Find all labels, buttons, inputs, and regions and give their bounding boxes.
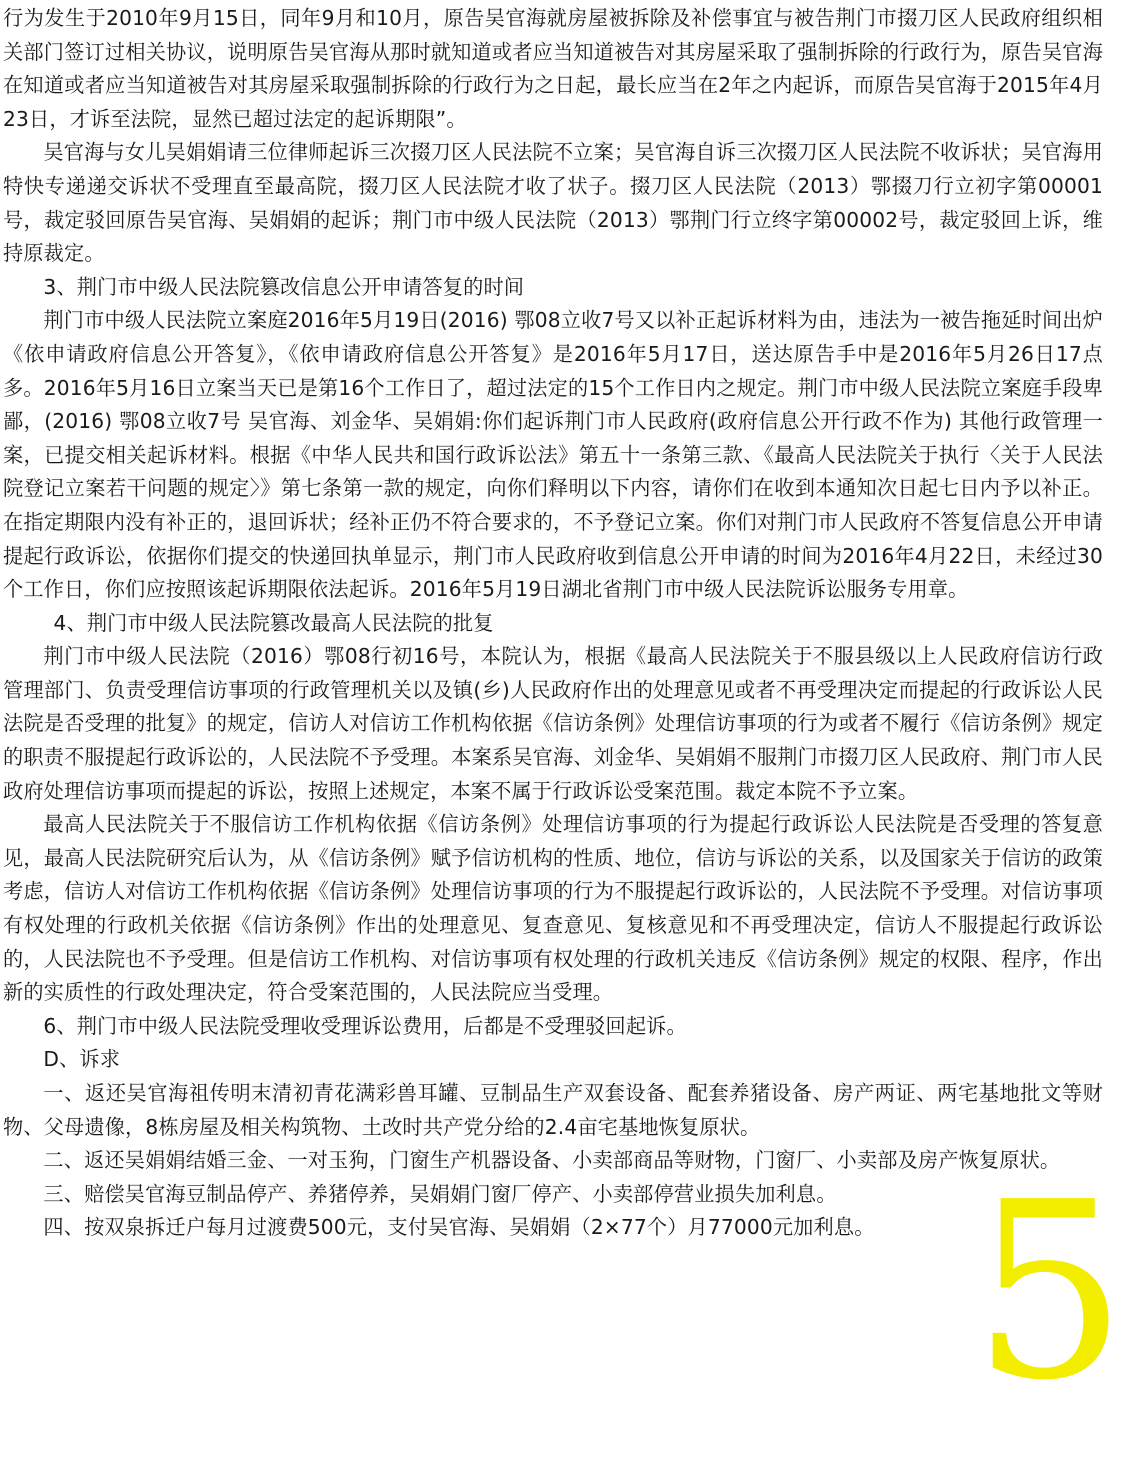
- section-heading-6: 6、荆门市中级人民法院受理收受理诉讼费用，后都是不受理驳回起诉。: [43, 1013, 687, 1038]
- paragraph-7: 最高人民法院关于不服信访工作机构依据《信访条例》处理信访事项的行为提起行政诉讼人民法院是否受理的答复意见，最高人民法院研究后认为，从《信访条例》赋予信访机构的性质、地位，信访与诉讼的关系，以及国家关于信访的政策考虑，信访人对信访工作机构依据《信访条例》处理信访事项的行为不服提起行政诉讼的，人民法院不予受理。对信访事项有权处理的行政机关依据《信访条例》作出的处理意见、复查意见、复核意见和不再受理决定，信访人不服提起行政诉讼的，人民法院也不予受理。但是信访工作机构、对信访事项有权处理的行政机关违反《信访条例》规定的权限、程序，作出新的实质性的行政处理决定，符合受案范围的，人民法院应当受理。: [3, 812, 1103, 1005]
- claim-2: 二、返还吴娟娟结婚三金、一对玉狗，门窗生产机器设备、小卖部商品等财物，门窗厂、小卖部及房产恢复原状。: [43, 1148, 1061, 1173]
- claim-3: 三、赔偿吴官海豆制品停产、养猪停养，吴娟娟门窗厂停产、小卖部停营业损失加利息。: [43, 1181, 837, 1206]
- paragraph-6: 荆门市中级人民法院（2016）鄂08行初16号，本院认为，根据《最高人民法院关于不服县级以上人民政府信访行政管理部门、负责受理信访事项的行政管理机关以及镇(乡)人民政府作出的处理意见或者不再受理决定而提起的行政诉讼人民法院是否受理的批复》的规定，信访人对信访工作机构依据《信访条例》处理信访事项的行为或者不履行《信访条例》规定的职责不服提起行政诉讼的，人民法院不予受理。本案系吴官海、刘金华、吴娟娟不服荆门市掇刀区人民政府、荆门市人民政府处理信访事项而提起的诉讼，按照上述规定，本案不属于行政诉讼受案范围。裁定本院不予立案。: [3, 644, 1103, 803]
- section-heading-d: D、诉求: [43, 1047, 121, 1072]
- section-heading-3: 3、荆门市中级人民法院篡改信息公开申请答复的时间: [43, 274, 525, 299]
- paragraph-1: 行为发生于2010年9月15日，同年9月和10月，原告吴官海就房屋被拆除及补偿事宜与被告荆门市掇刀区人民政府组织相关部门签订过相关协议，说明原告吴官海从那时就知道或者应当知道被告对其房屋采取了强制拆除的行政行为，原告吴官海在知道或者应当知道被告对其房屋采取强制拆除的行政行为之日起，最长应当在2年之内起诉，而原告吴官海于2015年4月23日，才诉至法院，显然已超过法定的起诉期限”。: [3, 6, 1103, 131]
- paragraph-2: 吴官海与女儿吴娟娟请三位律师起诉三次掇刀区人民法院不立案；吴官海自诉三次掇刀区人民法院不收诉状；吴官海用特快专递递交诉状不受理直至最高院，掇刀区人民法院才收了状子。掇刀区人民法院（2013）鄂掇刀行立初字第00001号，裁定驳回原告吴官海、吴娟娟的起诉；荆门市中级人民法院（2013）鄂荆门行立终字第00002号，裁定驳回上诉，维持原裁定。: [3, 140, 1103, 266]
- page-number: 5: [972, 1150, 1127, 1434]
- document-body: [3, 2, 1103, 1245]
- claim-1: 一、返还吴官海祖传明末清初青花满彩兽耳罐、豆制品生产双套设备、配套养猪设备、房产两证、两宅基地批文等财物、父母遗像，8栋房屋及相关构筑物、土改时共产党分给的2.4亩宅基地恢复原状。: [3, 1081, 1103, 1139]
- paragraph-4: 荆门市中级人民法院立案庭2016年5月19日(2016) 鄂08立收7号又以补正起诉材料为由，违法为一被告拖延时间出炉《依申请政府信息公开答复》，《依申请政府信息公开答复》是2016年5月17日，送达原告手中是2016年5月26日17点多。2016年5月16日立案当天已是第16个工作日了，超过法定的15个工作日内之规定。荆门市中级人民法院立案庭手段卑鄙，(2016) 鄂08立收7号 吴官海、刘金华、吴娟娟:你们起诉荆门市人民政府(政府信息公开行政不作为) 其他行政管理一案，已提交相关起诉材料。根据《中华人民共和国行政诉讼法》第五十一条第三款、《最高人民法院关于执行〈关于人民法院登记立案若干问题的规定〉》第七条第一款的规定，向你们释明以下内容，请你们在收到本通知次日起七日内予以补正。在指定期限内没有补正的，退回诉状；经补正仍不符合要求的，不予登记立案。你们对荆门市人民政府不答复信息公开申请提起行政诉讼，依据你们提交的快递回执单显示，荆门市人民政府收到信息公开申请的时间为2016年4月22日，未经过30个工作日，你们应按照该起诉期限依法起诉。2016年5月19日湖北省荆门市中级人民法院诉讼服务专用章。: [3, 308, 1103, 602]
- section-heading-4: 4、荆门市中级人民法院篡改最高人民法院的批复: [53, 610, 494, 635]
- claim-4: 四、按双泉拆迁户每月过渡费500元，支付吴官海、吴娟娟（2×77个）月77000元加利息。: [43, 1215, 875, 1240]
